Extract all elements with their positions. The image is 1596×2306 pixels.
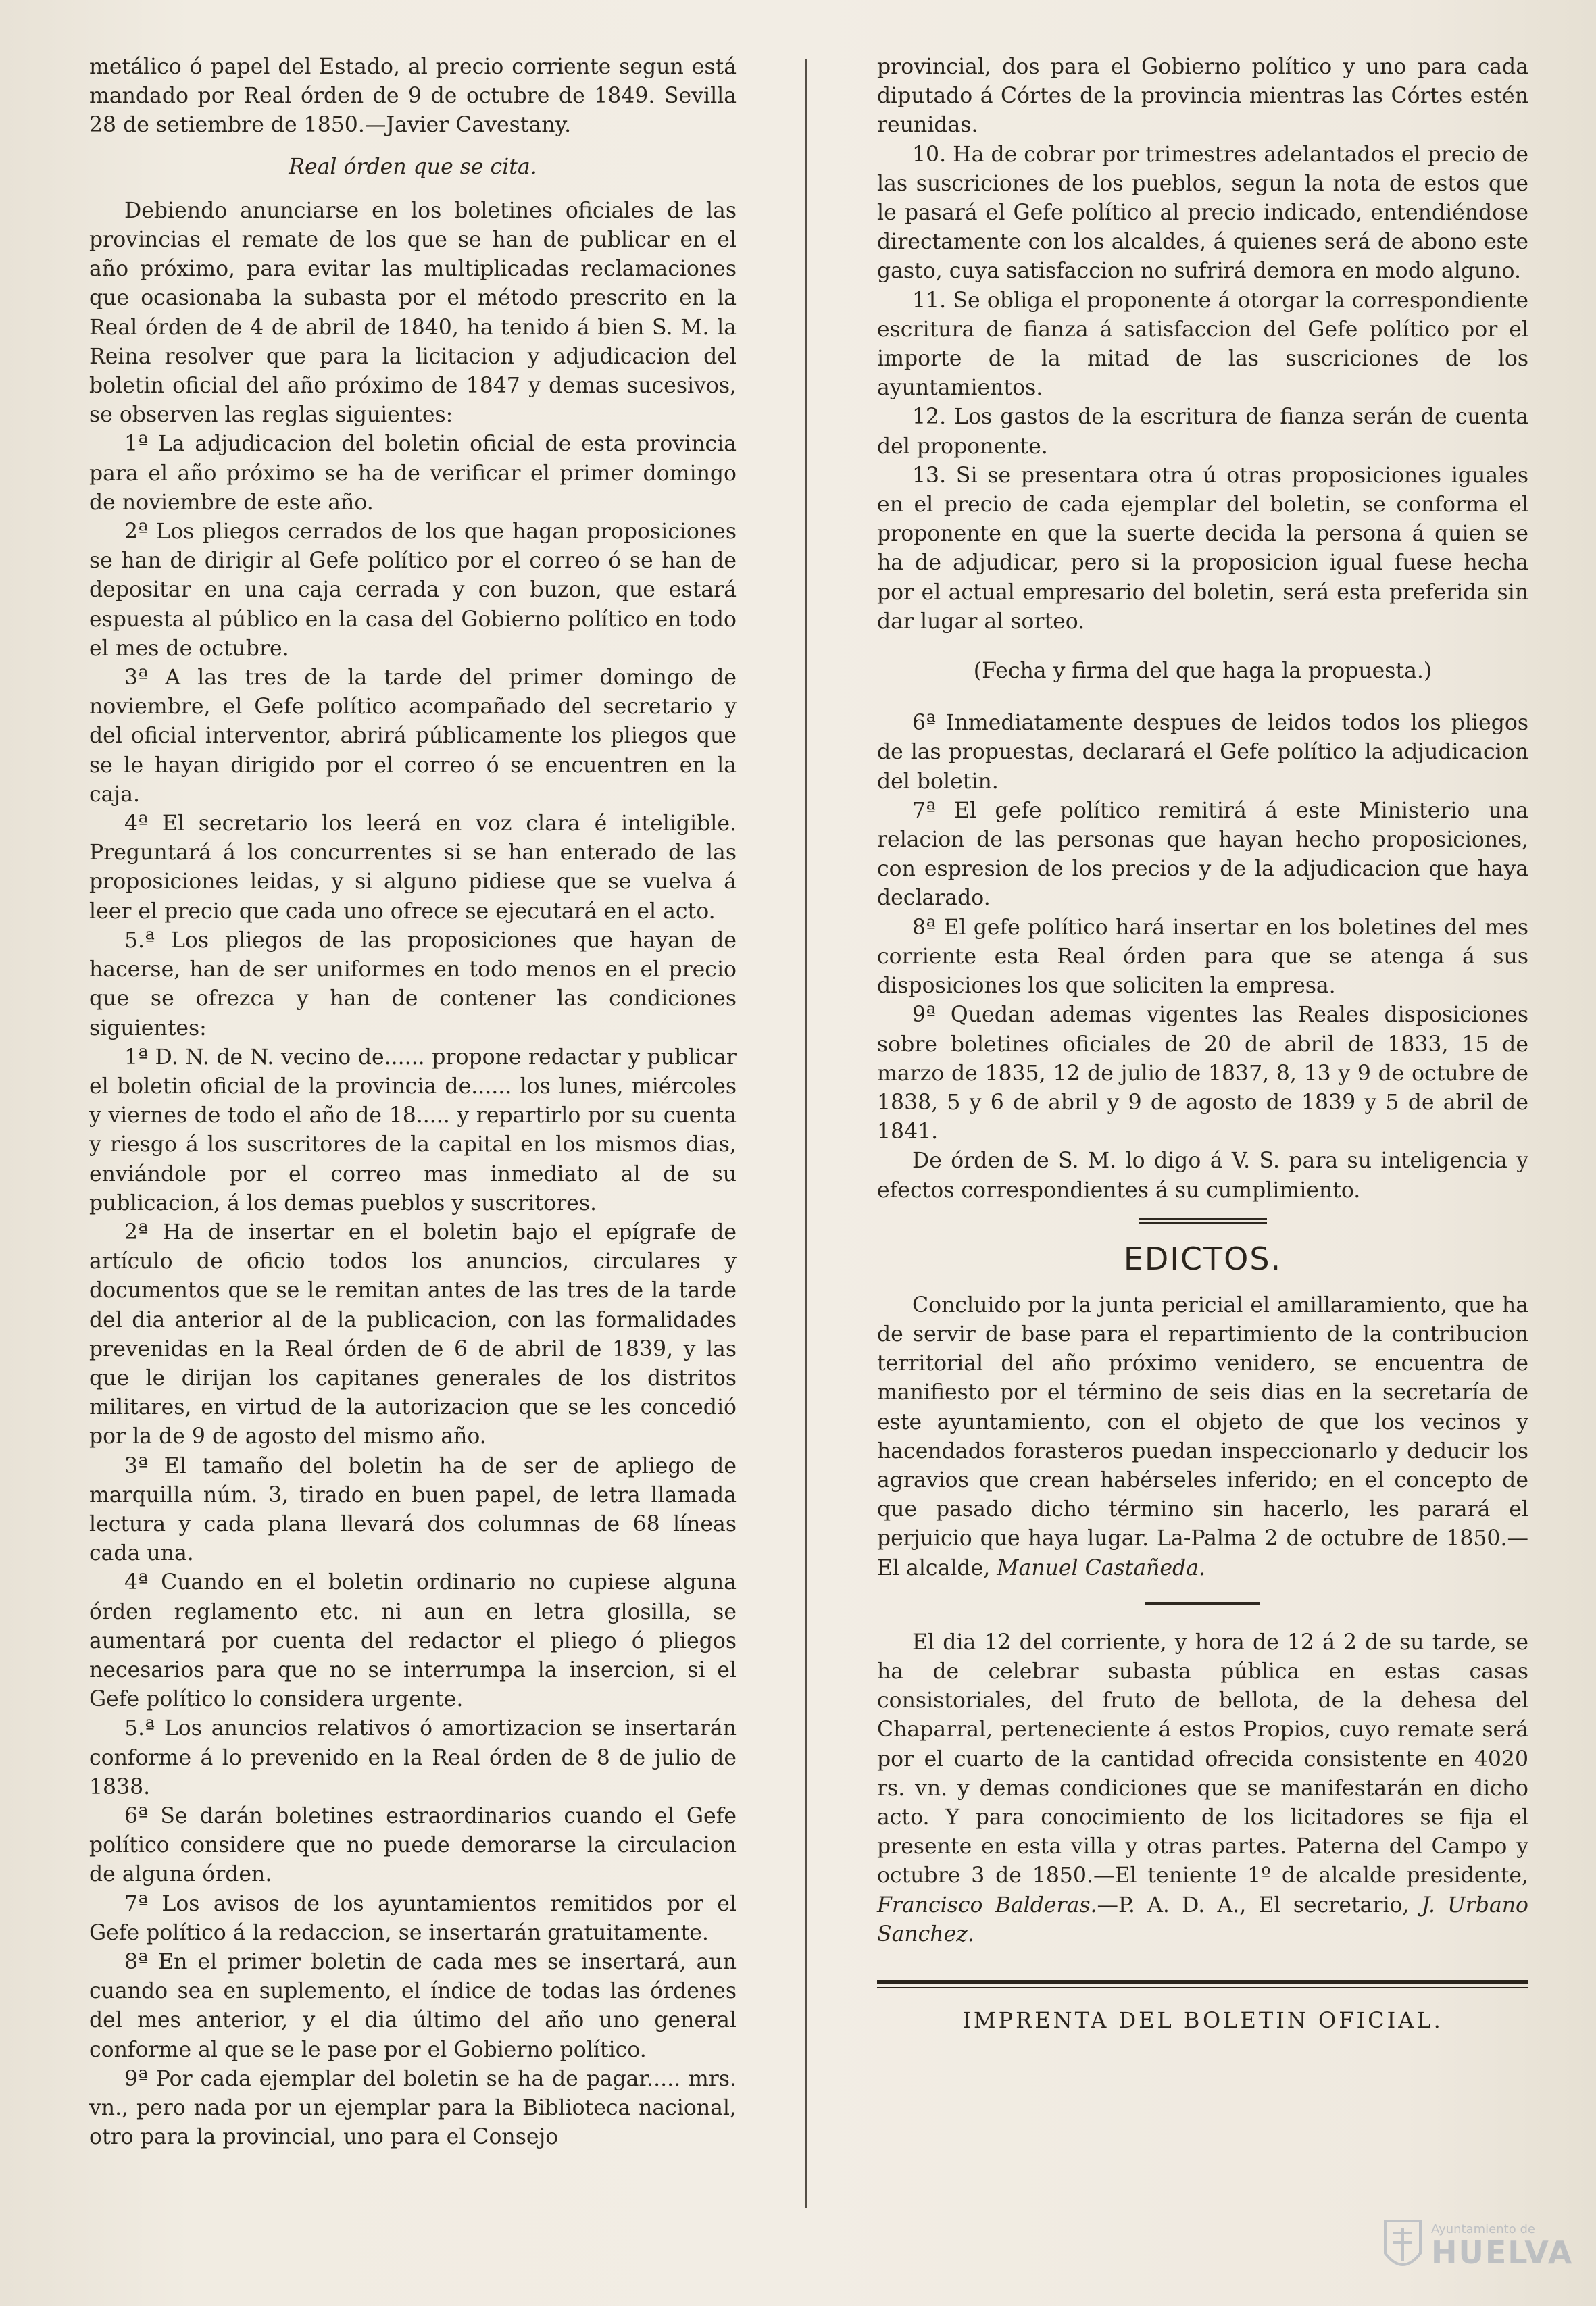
condicion-8: 8ª En el primer boletin de cada mes se insertará, aun cuando sea en suplemento, el índice de todas las órdenes del mes anterior, y el dia último del año uno general conforme al que se le pase por el Gobierno político. [89, 1950, 737, 2062]
edicto-2-signer-1: Francisco Balderas. [877, 1893, 1097, 1918]
condicion-13: 13. Si se presentara otra ú otras proposiciones iguales en el precio de cada ejemplar del boletin, se conforma el proponente en que la suerte decida la persona á quien se ha de adjudicar, pero si la proposicion igual fuese hecha por el actual empresario del boletin, será esta preferida sin dar lugar al sorteo. [877, 463, 1528, 634]
regla-7: 7ª El gefe político remitirá á este Ministerio una relacion de las personas que hayan hecho proposiciones, con espresion de los precios y de la adjudicacion que haya declarado. [877, 798, 1528, 911]
regla-9: 9ª Quedan ademas vigentes las Reales disposiciones sobre boletines oficiales de 20 de abril de 1833, 15 de marzo de 1835, 12 de julio de 1837, 8, 13 y 9 de octubre de 1838, 5 y 6 de abril y 9 de agosto de 1839 y 5 de abril de 1841. [877, 1003, 1528, 1145]
condicion-2: 2ª Ha de insertar en el boletin bajo el epígrafe de artículo de oficio todos los anuncios, circulares y documentos que se le remitan antes de las tres de la tarde del dia anterior al de la publicacion, con las formalidades prevenidas en la Real órden de 6 de abril de 1839, y las que le dirijan los capitanes generales de los distritos militares, en virtud de la autorizacion que se les concedió por la de 9 de agosto del mismo año. [89, 1220, 737, 1449]
regla-1: 1ª La adjudicacion del boletin oficial de esta provincia para el año próximo se ha de verificar el primer domingo de noviembre de este año. [89, 432, 737, 515]
regla-6: 6ª Inmediatamente despues de leidos todos los pliegos de las propuestas, declarará el Gefe político la adjudicacion del boletin. [877, 711, 1528, 794]
regla-5: 5.ª Los pliegos de las proposiciones que hayan de hacerse, han de ser uniformes en todo menos en el precio que se ofrezca y han de contener las condiciones siguientes: [89, 928, 737, 1041]
regla-8: 8ª El gefe político hará insertar en los boletines del mes corriente esta Real órden para que se atenga á sus disposiciones los que soliciten la empresa. [877, 915, 1528, 999]
debiendo-paragraph: Debiendo anunciarse en los boletines oficiales de las provincias el remate de los que se han de publicar en el año próximo, para evitar las multiplicadas reclamaciones que ocasionaba la subasta por el método prescrito en la Real órden de 4 de abril de 1840, ha tenido á bien S. M. la Reina resolver que para la licitacion y adjudicacion del boletin oficial del año próximo de 1847 y demas sucesivos, se observen las reglas siguientes: [89, 198, 737, 428]
archive-watermark [1381, 2206, 1577, 2287]
watermark-label-small: Ayuntamiento de [1431, 2222, 1535, 2237]
watermark-label-big: HUELVA [1431, 2234, 1574, 2272]
continuation-paragraph: provincial, dos para el Gobierno político y uno para cada diputado á Córtes de la provincia mientras las Córtes estén reunidas. [877, 55, 1528, 138]
condicion-1: 1ª D. N. de N. vecino de...... propone redactar y publicar el boletin oficial de la provincia de...... los lunes, miércoles y viernes de todo el año de 18..... y repartirlo por su cuenta y riesgo á los suscritores de la capital en los mismos dias, enviándole por el correo mas inmediato al de su publicacion, á los demas pueblos y suscritores. [89, 1045, 737, 1215]
closing-paragraph: De órden de S. M. lo digo á V. S. para su inteligencia y efectos correspondientes á su cumplimiento. [877, 1149, 1528, 1203]
footer-double-rule [877, 1980, 1528, 1988]
edicto-1 [877, 1291, 1528, 1583]
edicto-2-text: El dia 12 del corriente, y hora de 12 á 2 de su tarde, se ha de celebrar subasta pública en estas casas consistoriales, del fruto de bellota, de la dehesa del Chaparral, perteneciente á estos Propios, cuyo remate será por el cuarto de la cantidad ofrecida consistente en 4020 rs. vn. y demas condiciones que se manifestarán en dicho acto. Y para conocimiento de los licitadores se fija el presente en esta villa y otras partes. Paterna del Campo y octubre 3 de 1850.—El teniente 1º de alcalde presidente, [877, 1630, 1528, 1888]
edicto-2 [877, 1628, 1528, 1949]
column-divider [805, 59, 807, 2208]
coat-of-arms-icon [1381, 2214, 1424, 2279]
ornamental-rule [1139, 1218, 1267, 1224]
condicion-4: 4ª Cuando en el boletin ordinario no cupiese alguna órden reglamento etc. ni aun en letra glosilla, se aumentará por cuenta del redactor el pliego ó pliegos necesarios para que no se interrumpa la insercion, si el Gefe político lo considera urgente. [89, 1570, 737, 1712]
regla-2: 2ª Los pliegos cerrados de los que hagan proposiciones se han de dirigir al Gefe político por el correo ó se han de depositar en una caja cerrada y con buzon, que estará espuesta al público en la casa del Gobierno político en todo el mes de octubre. [89, 520, 737, 661]
left-column [89, 53, 737, 2152]
edicto-2-signer-2: J. Urbano Sanchez. [877, 1893, 1529, 1947]
edicto-2-mid: —P. A. D. A., El secretario, [1097, 1893, 1410, 1918]
edicto-1-text: Concluido por la junta pericial el amillaramiento, que ha de servir de base para el repartimiento de la contribucion territorial del año próximo venidero, se encuentra de manifiesto por el término de seis dias en la secretaría de este ayuntamiento, con el objeto de que los vecinos y hacendados forasteros puedan inspeccionarlo y deducir los agravios que crean habérseles inferido; en el concepto de que pasado dicho término sin hacerlo, les parará el perjuicio que haya lugar. La-Palma 2 de octubre de 1850.—El alcalde, [877, 1293, 1528, 1580]
regla-4: 4ª El secretario los leerá en voz clara é inteligible. Preguntará á los concurrentes si se han enterado de las proposiciones leidas, y si alguno pidiese que se vuelva á leer el precio que cada uno ofrece se ejecutará en el acto. [89, 811, 737, 924]
intro-paragraph: metálico ó papel del Estado, al precio corriente segun está mandado por Real órden de 9 de octubre de 1849. Sevilla 28 de setiembre de 1850.—Javier Cavestany. [89, 55, 737, 138]
right-column [877, 53, 1528, 2035]
condicion-10: 10. Ha de cobrar por trimestres adelantados el precio de las suscriciones de los pueblos, segun la nota de estos que le pasará el Gefe político al precio indicado, entendiéndose directamente con los alcaldes, á quienes será de abono este gasto, cuya satisfaccion no sufrirá demora en modo alguno. [877, 142, 1528, 284]
condicion-6: 6ª Se darán boletines estraordinarios cuando el Gefe político considere que no puede demorarse la circulacion de alguna órden. [89, 1803, 737, 1887]
edicto-1-signer: Manuel Castañeda. [997, 1555, 1205, 1580]
condicion-11: 11. Se obliga el proponente á otorgar la correspondiente escritura de fianza á satisfaccion del Gefe político por el importe de la mitad de las suscriciones de los ayuntamientos. [877, 288, 1528, 401]
watermark-text [1431, 2222, 1574, 2272]
condicion-9: 9ª Por cada ejemplar del boletin se ha de pagar..... mrs. vn., pero nada por un ejemplar para la Biblioteca nacional, otro para la provincial, uno para el Consejo [89, 2066, 737, 2150]
condicion-12: 12. Los gastos de la escritura de fianza serán de cuenta del proponente. [877, 405, 1528, 459]
section-rule [1145, 1602, 1260, 1605]
edictos-heading: EDICTOS. [1123, 1240, 1282, 1277]
condicion-5: 5.ª Los anuncios relativos ó amortizacion se insertarán conforme á lo prevenido en la Real órden de 8 de julio de 1838. [89, 1716, 737, 1799]
condicion-7: 7ª Los avisos de los ayuntamientos remitidos por el Gefe político á la redaccion, se insertarán gratuitamente. [89, 1891, 737, 1945]
regla-3: 3ª A las tres de la tarde del primer domingo de noviembre, el Gefe político acompañado del secretario y del oficial interventor, abrirá públicamente los pliegos que se le hayan dirigido por el correo ó se encuentren en la caja. [89, 666, 737, 807]
imprint-line: IMPRENTA DEL BOLETIN OFICIAL. [962, 2007, 1443, 2033]
condicion-3: 3ª El tamaño del boletin ha de ser de apliego de marquilla núm. 3, tirado en buen papel, de letra llamada lectura y cada plana llevará dos columnas de 68 líneas cada una. [89, 1453, 737, 1566]
firma-note: (Fecha y firma del que haga la propuesta.) [973, 659, 1432, 684]
real-orden-heading: Real órden que se cita. [289, 154, 537, 179]
